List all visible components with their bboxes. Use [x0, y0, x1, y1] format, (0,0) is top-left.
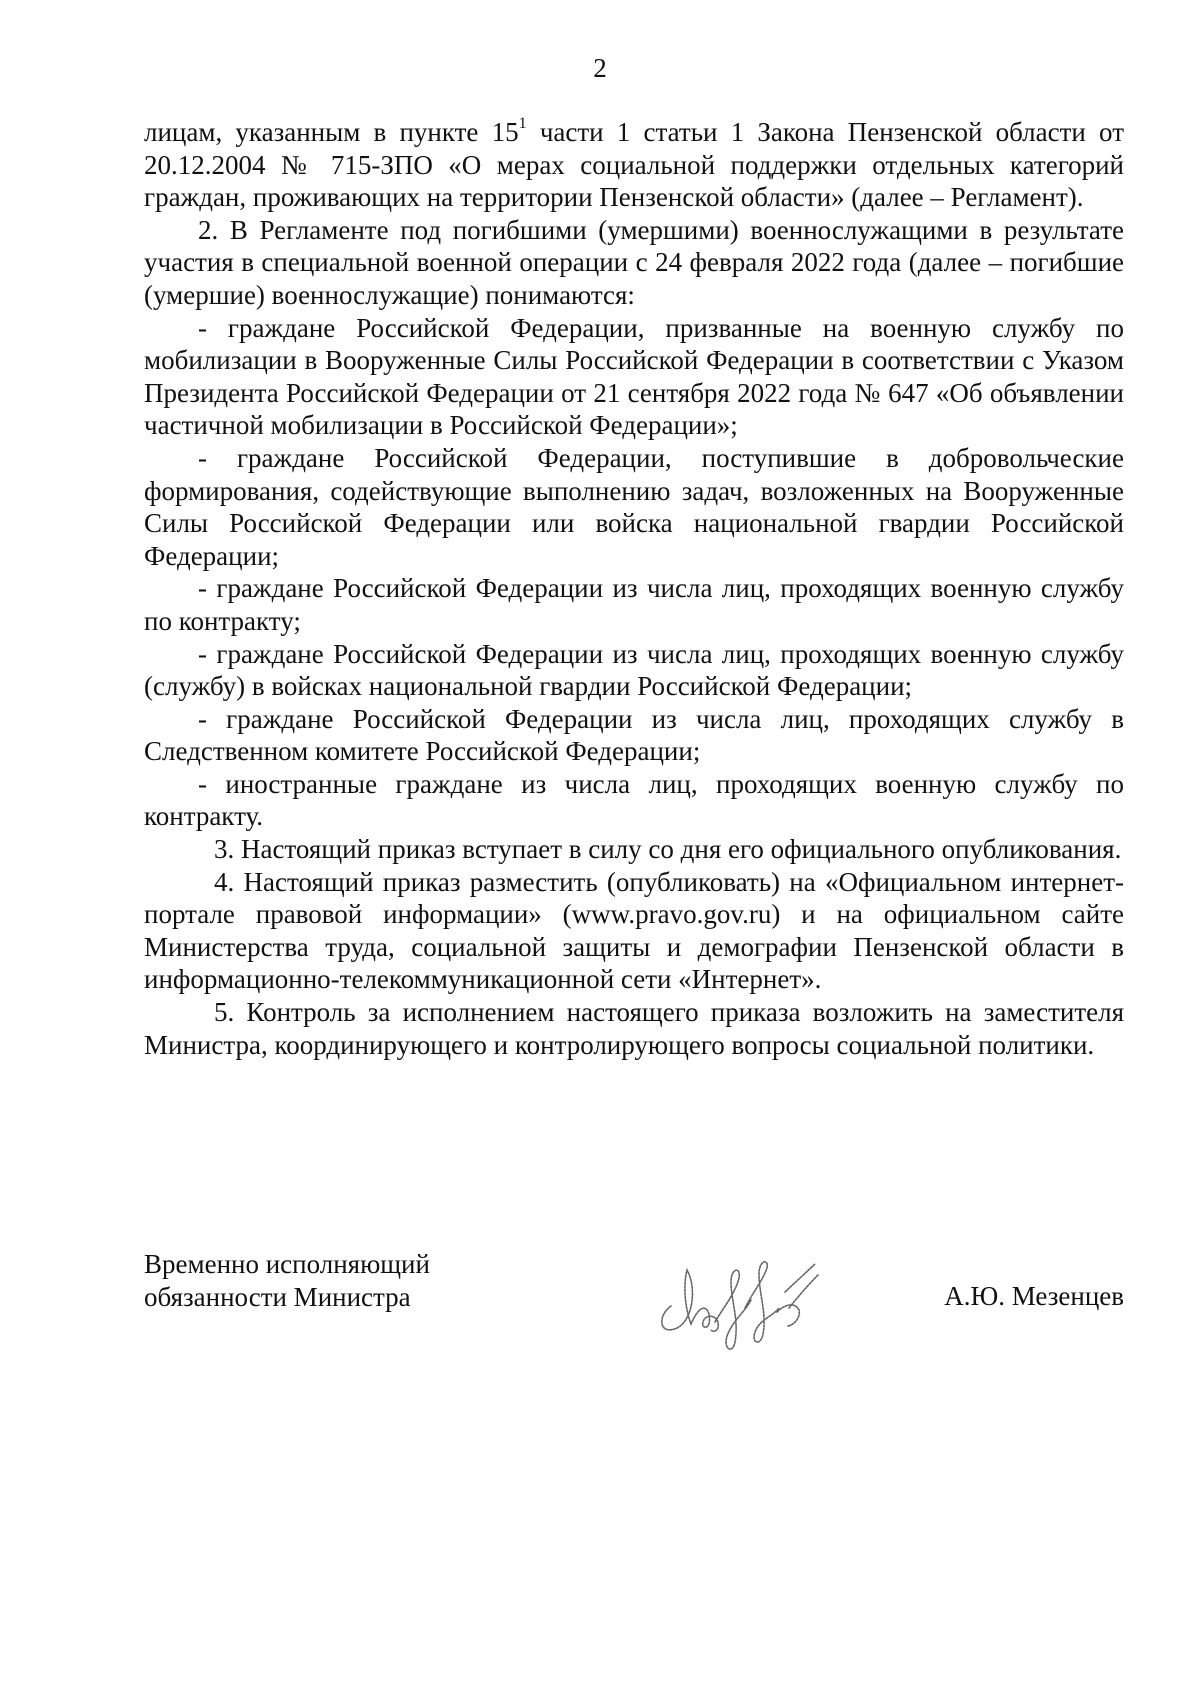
signatory-name: А.Ю. Мезенцев [944, 1281, 1124, 1311]
list-item-foreign-citizens: - иностранные граждане из числа лиц, проходящих военную службу по контракту. [144, 768, 1124, 832]
signature-block [144, 1248, 1124, 1358]
paragraph-item-5: 5. Контроль за исполнением настоящего приказа возложить на заместителя Министра, координирующего и контролирующего вопросы социальной политики. [144, 997, 1124, 1060]
document-body [144, 116, 1124, 1061]
superscript-index: 1 [518, 115, 527, 132]
paragraph-item-2: 2. В Регламенте под погибшими (умершими) военнослужащими в результате участия в специальной военной операции с 24 февраля 2022 года (далее – погибшие (умершие) военнослужащие) понимаются: [144, 214, 1124, 310]
signatory-title [144, 1248, 564, 1313]
paragraph-text: лицам, указанным в пункте 15 [144, 117, 519, 147]
list-item-volunteers: - граждане Российской Федерации, поступившие в добровольческие формирования, содействующие выполнению задач, возложенных на Вооруженные Силы Российской Федерации или войска национальной гвардии Российской Федерации; [144, 442, 1124, 571]
signatory-title-line: Временно исполняющий [144, 1249, 430, 1279]
list-item-national-guard: - граждане Российской Федерации из числа лиц, проходящих военную службу (службу) в войсках национальной гвардии Российской Федерации; [144, 638, 1124, 702]
paragraph-item-3: 3. Настоящий приказ вступает в силу со дня его официального опубликования. [214, 834, 1122, 865]
paragraph-item-4: 4. Настоящий приказ разместить (опубликовать) на «Официальном интернет-портале правовой информации» (www.pravo.gov.ru) и на официальном сайте Министерства труда, социальной защиты и демографии Пензенской области в информационно-телекоммуникационной сети «Интернет». [144, 866, 1124, 995]
list-item-mobilized: - граждане Российской Федерации, призванные на военную службу по мобилизации в Вооруженные Силы Российской Федерации в соответствии с Указом Президента Российской Федерации от 21 сентября 2022 года № 647 «Об объявлении частичной мобилизации в Российской Федерации»; [144, 312, 1124, 441]
list-item-investigative-committee: - граждане Российской Федерации из числа лиц, проходящих службу в Следственном комитете Российской Федерации; [144, 703, 1124, 767]
list-item-contract: - граждане Российской Федерации из числа лиц, проходящих военную службу по контракту; [144, 573, 1124, 636]
paragraph-text: части 1 статьи 1 Закона Пензенской области от 20.12.2004 № 715-ЗПО «О мерах социальной поддержки отдельных категорий граждан, проживающих на территории Пензенской области» (далее – Регламент). [144, 117, 1124, 213]
handwritten-signature [649, 1238, 829, 1358]
signatory-title-line: обязанности Министра [144, 1281, 411, 1312]
page-number: 2 [593, 53, 607, 83]
paragraph-continuation [144, 116, 1124, 214]
